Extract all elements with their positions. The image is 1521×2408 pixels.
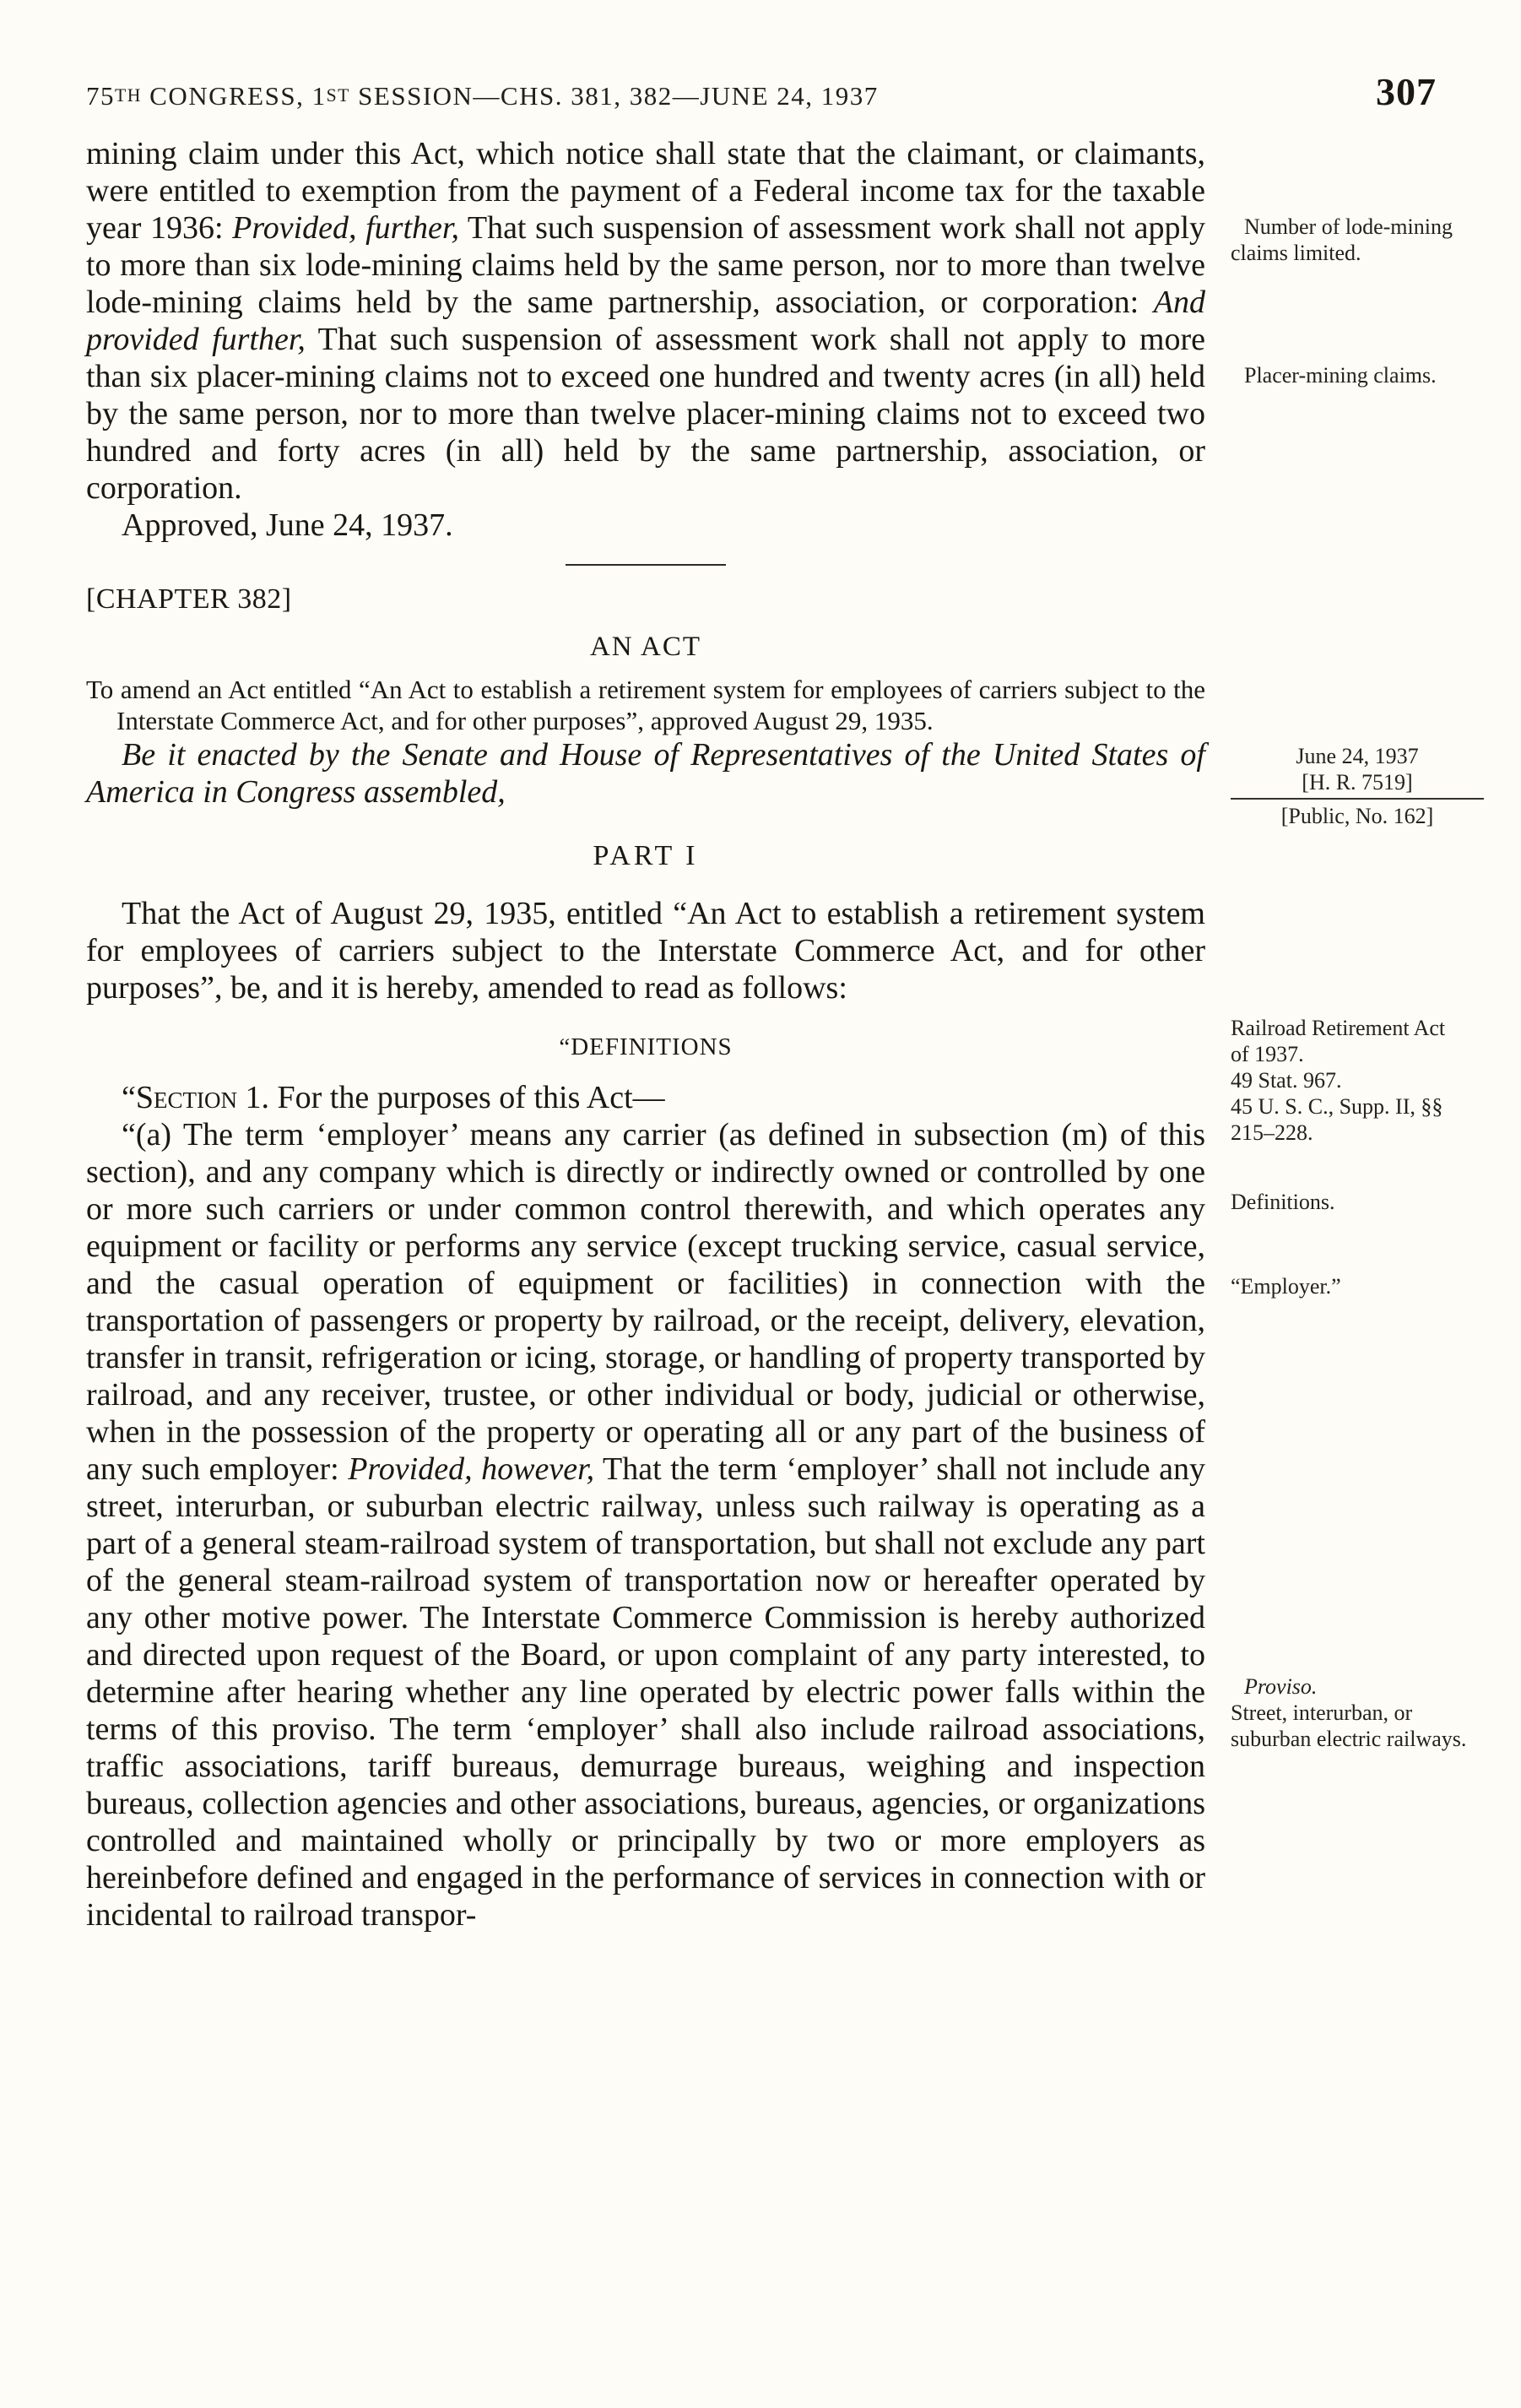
main-text-column [86, 135, 1205, 1933]
text-run: That such suspension of assessment work shall not apply to more than six lode-mining claims held by the same person, nor to more than twelve lode-mining claims held by the same partnership, association, or corporation: [86, 210, 1205, 320]
margin-note-lode-claims: Number of lode-mining claims limited. [1231, 214, 1453, 265]
part-1-intro-paragraph: That the Act of August 29, 1935, entitled “An Act to establish a retirement system for employees of carriers subject to the Interstate Commerce Act, and for other purposes”, be, and it is hereby, amended to read as follows: [86, 896, 1205, 1006]
margin-note-date-block [1231, 743, 1484, 829]
section-1-opening-line [86, 1079, 1205, 1116]
margin-rr-act-label: Railroad Retirement Act of 1937. [1231, 1016, 1446, 1066]
text-run: mining claim under this Act, which notice shall state that the claimant, or claimants, were entitled to exemption from the payment of a Federal income tax for the taxable year 1936: [86, 136, 1205, 246]
margin-date: June 24, 1937 [1296, 744, 1419, 768]
margin-note-placer-claims: Placer-mining claims. [1244, 363, 1437, 388]
margin-bill-number: [H. R. 7519] [1231, 769, 1484, 800]
congress-session-heading [86, 81, 879, 111]
and-provided-further-italic: And provided further, [86, 285, 1205, 357]
congress-ordinal: TH [115, 85, 142, 106]
margin-note-citations [1231, 1015, 1452, 1146]
definitions-heading [86, 1028, 1205, 1066]
heading-middle: CONGRESS, 1 [141, 81, 327, 111]
congress-number: 75 [86, 81, 115, 111]
act-long-title: To amend an Act entitled “An Act to establish a retirement system for employees of carriers subject to the Interstate Commerce Act, and for other purposes”, approved August 29, 1935. [86, 675, 1205, 735]
margin-note-employer: “Employer.” [1231, 1274, 1341, 1299]
subsection-a-paragraph [86, 1116, 1205, 1933]
margin-usc-citation: 45 U. S. C., Supp. II, §§ 215–228. [1231, 1094, 1443, 1145]
opening-quote: “ [559, 1033, 571, 1060]
opening-quote: “ [122, 1080, 136, 1115]
chapter-divider-rule [566, 564, 726, 566]
page-number: 307 [1376, 70, 1437, 113]
proviso-text: Street, interurban, or suburban electric railways. [1231, 1700, 1467, 1751]
section-word: Section [135, 1080, 237, 1115]
chapter-382-label: [CHAPTER 382] [86, 583, 292, 615]
an-act-heading: AN ACT [589, 632, 702, 662]
approval-line: Approved, June 24, 1937. [122, 507, 453, 543]
enacting-clause: Be it enacted by the Senate and House of Representatives of the United States of America in Congress assembled, [86, 737, 1205, 810]
part-1-heading: PART I [593, 840, 699, 871]
heading-rest: SESSION—CHS. 381, 382—JUNE 24, 1937 [349, 81, 879, 111]
provided-further-italic: Provided, further, [232, 210, 459, 246]
margin-note-definitions: Definitions. [1231, 1190, 1335, 1214]
text-run: That such suspension of assessment work shall not apply to more than six placer-mining claims not to exceed one hundred and twenty acres (in all) held by the same person, nor to more than twelve placer-mining claims not to exceed two hundred and forty acres (in all) held by the same partnership, association, or corporation. [86, 322, 1205, 506]
definitions-word: DEFINITIONS [571, 1033, 733, 1060]
provided-however-italic: Provided, however, [348, 1451, 595, 1487]
margin-note-proviso [1231, 1673, 1484, 1752]
text-run: That the term ‘employer’ shall not include any street, interurban, or suburban electric railway, unless such railway is operating as a part of a general steam-railroad system of transportation, but shall not exclude any part of the general steam-railroad system of transportation now or hereafter operated by any other motive power. The Interstate Commerce Commission is hereby authorized and directed upon request of the Board, or upon complaint of any party interested, to determine after hearing whether any line operated by electric power falls within the terms of this proviso. The term ‘employer’ shall also include railroad associations, traffic associations, tariff bureaus, demurrage bureaus, weighing and inspection bureaus, collection agencies and other associations, bureaus, agencies, or organizations controlled and maintained wholly or principally by two or more employers as hereinbefore defined and engaged in the performance of services in connection with or incidental to railroad transpor- [86, 1451, 1205, 1933]
running-head [86, 69, 1437, 114]
act381-continuation-paragraph [86, 135, 1205, 507]
session-ordinal: ST [326, 85, 350, 106]
proviso-label: Proviso. [1244, 1674, 1318, 1699]
margin-public-law: [Public, No. 162] [1280, 804, 1434, 828]
text-run: 1. For the purposes of this Act— [237, 1080, 665, 1115]
text-run: “(a) The term ‘employer’ means any carrier (as defined in subsection (m) of this section), and any company which is directly or indirectly owned or controlled by one or more such carriers or under common control therewith, and which operates any equipment or facility or performs any service (except trucking service, casual service, and the casual operation of equipment or facilities) in connection with the transportation of passengers or property by railroad, or the receipt, delivery, elevation, transfer in transit, refrigeration or icing, storage, or handling of property transported by railroad, and any receiver, trustee, or other individual or body, judicial or otherwise, when in the possession of the property or operating all or any part of the business of any such employer: [86, 1117, 1205, 1487]
margin-stat-citation: 49 Stat. 967. [1231, 1068, 1342, 1093]
